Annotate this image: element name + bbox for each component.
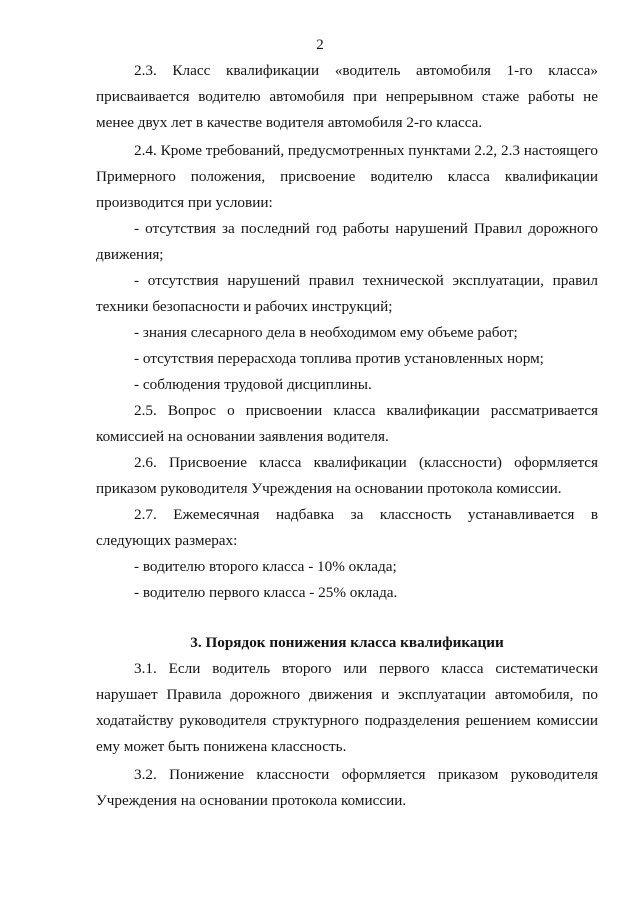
rate-item: - водителю первого класса - 25% оклада. — [134, 584, 398, 601]
paragraph-2-7: 2.7. Ежемесячная надбавка за классность устанавливается в следующих размерах: — [96, 506, 598, 549]
paragraph-2-6: 2.6. Присвоение класса квалификации (классности) оформляется приказом руководителя Учреждения на основании протокола комиссии. — [96, 454, 598, 497]
condition-item: - отсутствия перерасхода топлива против установленных норм; — [134, 350, 544, 367]
paragraph-2-3: 2.3. Класс квалификации «водитель автомобиля 1-го класса» присваивается водителю автомобиля при непрерывном стаже работы не менее двух лет в качестве водителя автомобиля 2-го класса. — [96, 62, 598, 131]
page-number: 2 — [316, 37, 324, 53]
condition-item: - отсутствия за последний год работы нарушений Правил дорожного движения; — [96, 220, 598, 263]
paragraph-2-5: 2.5. Вопрос о присвоении класса квалификации рассматривается комиссией на основании заявления водителя. — [96, 402, 598, 445]
rate-item: - водителю второго класса - 10% оклада; — [134, 558, 397, 575]
condition-item: - знания слесарного дела в необходимом ему объеме работ; — [134, 324, 518, 341]
paragraph-2-4: 2.4. Кроме требований, предусмотренных пунктами 2.2, 2.3 настоящего Примерного положения, присвоение водителю класса квалификации производится при условии: — [96, 142, 598, 211]
condition-item: - соблюдения трудовой дисциплины. — [134, 376, 372, 393]
paragraph-3-2: 3.2. Понижение классности оформляется приказом руководителя Учреждения на основании протокола комиссии. — [96, 766, 598, 809]
condition-item: - отсутствия нарушений правил технической эксплуатации, правил техники безопасности и рабочих инструкций; — [96, 272, 598, 315]
section-heading: 3. Порядок понижения класса квалификации — [190, 634, 504, 651]
paragraph-3-1: 3.1. Если водитель второго или первого класса систематически нарушает Правила дорожного движения и эксплуатации автомобиля, по ходатайству руководителя структурного подразделения решением комиссии ему может быть понижена классность. — [96, 660, 598, 755]
document-body — [96, 58, 598, 814]
